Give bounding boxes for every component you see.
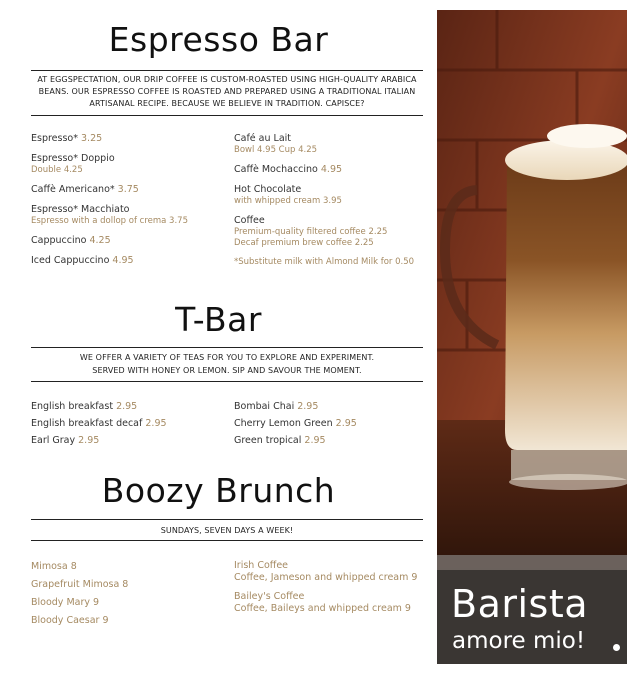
menu-item-detail: Espresso with a dollop of crema 3.75 <box>31 216 188 226</box>
menu-item: Caffè Mochaccino 4.95 <box>234 164 343 175</box>
menu-item: Caffè Americano* 3.75 <box>31 184 139 195</box>
divider <box>31 381 423 382</box>
menu-item: Cherry Lemon Green 2.95 <box>234 418 357 429</box>
tagline-dot-icon <box>613 644 620 651</box>
menu-item-detail: Decaf premium brew coffee 2.25 <box>234 238 374 248</box>
t-bar-title: T-Bar <box>175 300 262 339</box>
divider <box>31 115 423 116</box>
menu-item: Mimosa 8 <box>31 561 77 572</box>
brunch-right-column <box>234 560 417 615</box>
menu-item: Grapefruit Mimosa 8 <box>31 579 129 590</box>
divider <box>31 540 423 541</box>
tagline-panel <box>437 570 627 664</box>
menu-item: Bloody Mary 9 <box>31 597 100 608</box>
menu-item: Bailey's Coffee <box>234 591 305 602</box>
divider <box>31 519 423 520</box>
menu-item: Bloody Caesar 9 <box>31 615 109 626</box>
brunch-intro: SUNDAYS, SEVEN DAYS A WEEK! <box>160 526 294 535</box>
menu-item-detail: Bowl 4.95 Cup 4.25 <box>234 145 318 155</box>
menu-item: Irish Coffee <box>234 560 289 571</box>
menu-item-detail: Coffee, Baileys and whipped cream 9 <box>234 603 411 614</box>
menu-item: Café au Lait <box>234 133 292 144</box>
menu-item: Iced Cappuccino 4.95 <box>31 255 134 266</box>
menu-item-detail: Premium-quality filtered coffee 2.25 <box>234 227 388 237</box>
menu-item: Bombai Chai 2.95 <box>234 401 319 412</box>
t-bar-intro-line-2: SERVED WITH HONEY OR LEMON. SIP AND SAVOUR THE MOMENT. <box>92 366 362 375</box>
espresso-left-column <box>31 133 188 267</box>
espresso-intro: AT EGGSPECTATION, OUR DRIP COFFEE IS CUSTOM-ROASTED USING HIGH-QUALITY ARABICA BEANS. OUR ESPRESSO COFFEE IS ROASTED AND PREPARED USING A TRADITIONAL ITALIAN ARTISANAL RECIPE. BECAUSE WE BELIEVE IN TRADITION. CAPISCE? <box>37 75 417 108</box>
menu-item: Cappuccino 4.25 <box>31 235 111 246</box>
tea-right-column <box>234 401 357 447</box>
menu-item: Espresso* Doppio <box>31 153 115 164</box>
latte-photo <box>437 10 627 664</box>
latte-glass-illustration <box>437 10 627 570</box>
milk-substitute-note: *Substitute milk with Almond Milk for 0.50 <box>234 257 415 267</box>
espresso-right-column <box>234 133 414 268</box>
t-bar-intro-line-1: WE OFFER A VARIETY OF TEAS FOR YOU TO EXPLORE AND EXPERIMENT. <box>79 353 375 362</box>
menu-item: Coffee <box>234 215 265 226</box>
tagline-amore-mio: amore mio! <box>452 628 586 654</box>
menu-item-detail: Double 4.25 <box>31 165 83 175</box>
brunch-left-column <box>31 561 128 627</box>
menu-item-detail: with whipped cream 3.95 <box>234 196 342 206</box>
tea-left-column <box>31 401 167 447</box>
menu-item: English breakfast decaf 2.95 <box>31 418 167 429</box>
menu-item: English breakfast 2.95 <box>31 401 138 412</box>
menu-item: Hot Chocolate <box>234 184 302 195</box>
tagline-barista: Barista <box>451 582 589 626</box>
menu-item: Green tropical 2.95 <box>234 435 326 446</box>
menu-item: Espresso* 3.25 <box>31 133 103 144</box>
menu-item-detail: Coffee, Jameson and whipped cream 9 <box>234 572 418 583</box>
menu-item: Espresso* Macchiato <box>31 204 130 215</box>
divider <box>31 70 423 71</box>
divider <box>31 347 423 348</box>
espresso-bar-title: Espresso Bar <box>108 20 329 59</box>
boozy-brunch-title: Boozy Brunch <box>101 471 336 510</box>
menu-item: Earl Gray 2.95 <box>31 435 100 446</box>
